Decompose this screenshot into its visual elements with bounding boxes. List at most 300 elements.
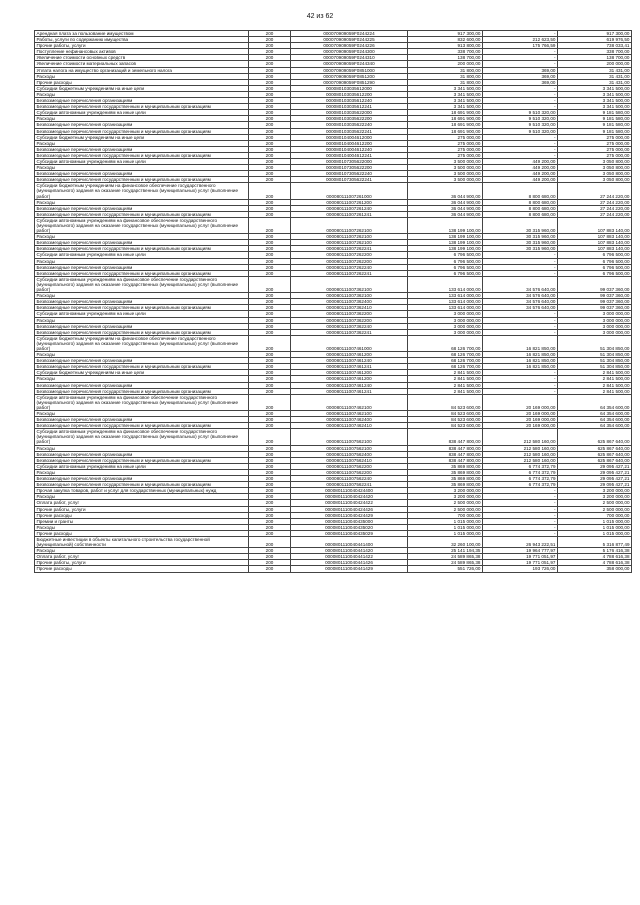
cell-approved: 36 044 900,00 xyxy=(408,211,483,217)
cell-unexecuted: 107 883 140,00 xyxy=(558,246,632,252)
table-row xyxy=(35,177,632,183)
cell-item-name: Безвозмездные перечисления государственным и муниципальным организациям xyxy=(35,211,249,217)
table-row xyxy=(35,246,632,252)
cell-executed: - xyxy=(483,488,558,494)
cell-executed: - xyxy=(483,252,558,258)
cell-approved: 551 726,00 xyxy=(408,566,483,572)
cell-approved: 1 015 000,00 xyxy=(408,530,483,536)
cell-unexecuted: 107 883 140,00 xyxy=(558,240,632,246)
cell-executed: 9 510 320,00 xyxy=(483,128,558,134)
table-row xyxy=(35,305,632,311)
cell-unexecuted: 275 000,00 xyxy=(558,134,632,140)
cell-line-code: 200 xyxy=(249,500,291,506)
table-row xyxy=(35,476,632,482)
cell-unexecuted: 107 883 140,00 xyxy=(558,217,632,233)
cell-line-code: 200 xyxy=(249,246,291,252)
cell-item-name: Субсидии бюджетным учреждениям на иные цели xyxy=(35,134,249,140)
cell-budget-code: 000080111007362100 xyxy=(291,293,408,299)
cell-unexecuted: 99 037 360,00 xyxy=(558,299,632,305)
cell-executed: - xyxy=(483,382,558,388)
cell-line-code: 200 xyxy=(249,37,291,43)
cell-unexecuted: 3 000 000,00 xyxy=(558,317,632,323)
cell-budget-code: 000080111007262240 xyxy=(291,264,408,270)
table-row xyxy=(35,299,632,305)
cell-executed: 8 800 680,00 xyxy=(483,211,558,217)
cell-budget-code: 000070909059F0851290 xyxy=(291,79,408,85)
cell-unexecuted: 3 050 800,00 xyxy=(558,158,632,164)
cell-unexecuted: 275 000,00 xyxy=(558,140,632,146)
cell-executed: - xyxy=(483,152,558,158)
cell-approved: 36 044 900,00 xyxy=(408,183,483,199)
cell-executed: 212 580 160,00 xyxy=(483,429,558,445)
cell-line-code: 200 xyxy=(249,382,291,388)
cell-approved: 1 015 000,00 xyxy=(408,518,483,524)
cell-approved: 18 691 900,00 xyxy=(408,116,483,122)
cell-budget-code: 000080111007362400 xyxy=(291,299,408,305)
cell-unexecuted: 4 788 616,38 xyxy=(558,560,632,566)
cell-item-name: Безвозмездные перечисления организациям xyxy=(35,382,249,388)
table-row xyxy=(35,158,632,164)
table-row xyxy=(35,394,632,410)
cell-unexecuted: 2 841 500,00 xyxy=(558,370,632,376)
cell-budget-code: 000080103035612200 xyxy=(291,91,408,97)
cell-unexecuted: 275 000,00 xyxy=(558,152,632,158)
cell-item-name: Безвозмездные перечисления государственным и муниципальным организациям xyxy=(35,329,249,335)
cell-budget-code: 000080111007262100 xyxy=(291,240,408,246)
cell-item-name: Безвозмездные перечисления организациям xyxy=(35,240,249,246)
cell-unexecuted: 3 200 000,00 xyxy=(558,494,632,500)
cell-budget-code: 000080111007362200 xyxy=(291,317,408,323)
cell-approved: 3 500 000,00 xyxy=(408,171,483,177)
cell-budget-code: 000070909059F0851200 xyxy=(291,73,408,79)
cell-budget-code: 000080111007262200 xyxy=(291,252,408,258)
cell-item-name: Прочие расходы xyxy=(35,512,249,518)
cell-item-name: Субсидии бюджетным учреждениям на финансовое обеспечение государственного (муниципального) задания на оказание государственных (муниципальных) услуг (выполнение работ) xyxy=(35,183,249,199)
cell-executed: 8 800 680,00 xyxy=(483,205,558,211)
cell-budget-code: 000080111007261240 xyxy=(291,205,408,211)
cell-budget-code: 000080111007562241 xyxy=(291,482,408,488)
cell-unexecuted: 51 304 850,00 xyxy=(558,335,632,351)
cell-item-name: Прочие работы, услуги xyxy=(35,560,249,566)
cell-unexecuted: 6 796 500,00 xyxy=(558,270,632,276)
cell-unexecuted: 5 316 877,49 xyxy=(558,536,632,547)
cell-line-code: 200 xyxy=(249,352,291,358)
cell-budget-code: 000070909059F0244224 xyxy=(291,31,408,37)
cell-approved: 3 500 000,00 xyxy=(408,158,483,164)
cell-approved: 2 841 500,00 xyxy=(408,370,483,376)
cell-line-code: 200 xyxy=(249,457,291,463)
cell-item-name: Расходы xyxy=(35,411,249,417)
cell-item-name: Расходы xyxy=(35,352,249,358)
cell-line-code: 200 xyxy=(249,140,291,146)
table-row xyxy=(35,335,632,351)
cell-line-code: 200 xyxy=(249,234,291,240)
cell-line-code: 200 xyxy=(249,299,291,305)
cell-item-name: Субсидии автономным учреждениям на иные цели xyxy=(35,158,249,164)
cell-budget-code: 0000801110040435029 xyxy=(291,530,408,536)
cell-executed: - xyxy=(483,370,558,376)
cell-budget-code: 0000801110040435020 xyxy=(291,524,408,530)
cell-line-code: 200 xyxy=(249,73,291,79)
cell-budget-code: 0000801110040424429 xyxy=(291,512,408,518)
cell-item-name: Безвозмездные перечисления организациям xyxy=(35,323,249,329)
cell-budget-code: 0000801110040441429 xyxy=(291,566,408,572)
cell-unexecuted: 738 033,41 xyxy=(558,43,632,49)
cell-unexecuted: 619 976,50 xyxy=(558,37,632,43)
cell-item-name: Безвозмездные перечисления государственным и муниципальным организациям xyxy=(35,152,249,158)
cell-unexecuted: 29 095 427,21 xyxy=(558,463,632,469)
cell-unexecuted: 99 037 360,00 xyxy=(558,276,632,292)
cell-line-code: 200 xyxy=(249,217,291,233)
cell-unexecuted: 1 015 000,00 xyxy=(558,524,632,530)
cell-item-name: Субсидии бюджетным учреждениям на финансовое обеспечение государственного (муниципального) задания на оказание государственных (муниципальных) услуг (выполнение работ) xyxy=(35,335,249,351)
cell-line-code: 200 xyxy=(249,423,291,429)
cell-line-code: 200 xyxy=(249,311,291,317)
cell-approved: 3 500 000,00 xyxy=(408,165,483,171)
cell-line-code: 200 xyxy=(249,128,291,134)
cell-unexecuted: 9 181 580,00 xyxy=(558,128,632,134)
cell-executed: - xyxy=(483,61,558,67)
cell-unexecuted: 27 244 220,00 xyxy=(558,211,632,217)
cell-budget-code: 000080111007461241 xyxy=(291,388,408,394)
cell-approved: 275 000,00 xyxy=(408,146,483,152)
cell-line-code: 200 xyxy=(249,317,291,323)
cell-executed: 449 200,00 xyxy=(483,171,558,177)
cell-item-name: Расходы xyxy=(35,116,249,122)
cell-budget-code: 000080111007462400 xyxy=(291,417,408,423)
cell-approved: 133 614 000,00 xyxy=(408,299,483,305)
cell-line-code: 200 xyxy=(249,91,291,97)
budget-execution-table xyxy=(34,30,632,573)
cell-approved: 3 341 500,00 xyxy=(408,85,483,91)
cell-approved: 84 523 600,00 xyxy=(408,423,483,429)
cell-unexecuted: 625 867 640,00 xyxy=(558,457,632,463)
cell-unexecuted: 338 700,00 xyxy=(558,49,632,55)
cell-executed: 20 169 000,00 xyxy=(483,423,558,429)
cell-item-name: Безвозмездные перечисления государственным и муниципальным организациям xyxy=(35,270,249,276)
cell-item-name: Безвозмездные перечисления государственным и муниципальным организациям xyxy=(35,388,249,394)
cell-executed: 6 774 372,79 xyxy=(483,482,558,488)
cell-item-name: Безвозмездные перечисления организациям xyxy=(35,98,249,104)
cell-approved: 3 000 000,00 xyxy=(408,311,483,317)
cell-line-code: 200 xyxy=(249,554,291,560)
cell-item-name: Расходы xyxy=(35,234,249,240)
cell-item-name: Субсидии автономным учреждениям на финансовое обеспечение государственного (муниципального) задания на оказание государственных (муниципальных) услуг (выполнение работ) xyxy=(35,429,249,445)
cell-budget-code: 000080111007362241 xyxy=(291,329,408,335)
cell-executed: - xyxy=(483,31,558,37)
cell-item-name: Безвозмездные перечисления организациям xyxy=(35,476,249,482)
cell-unexecuted: 625 867 640,00 xyxy=(558,451,632,457)
cell-item-name: Безвозмездные перечисления организациям xyxy=(35,417,249,423)
cell-approved: 36 044 900,00 xyxy=(408,199,483,205)
cell-executed: 9 510 320,00 xyxy=(483,116,558,122)
cell-executed: - xyxy=(483,85,558,91)
table-row xyxy=(35,457,632,463)
cell-executed: 20 169 000,00 xyxy=(483,411,558,417)
cell-executed: - xyxy=(483,518,558,524)
cell-unexecuted: 29 095 427,21 xyxy=(558,469,632,475)
cell-budget-code: 000080111007262241 xyxy=(291,246,408,252)
cell-unexecuted: 3 000 000,00 xyxy=(558,311,632,317)
cell-line-code: 200 xyxy=(249,79,291,85)
cell-unexecuted: 9 181 580,00 xyxy=(558,122,632,128)
cell-line-code: 200 xyxy=(249,429,291,445)
cell-item-name: Расходы xyxy=(35,140,249,146)
cell-line-code: 200 xyxy=(249,548,291,554)
cell-approved: 24 589 865,38 xyxy=(408,554,483,560)
cell-approved: 3 200 000,00 xyxy=(408,488,483,494)
cell-item-name: Субсидии автономным учреждениям на финансовое обеспечение государственного (муниципального) задания на оказание государственных (муниципальных) услуг (выполнение работ) xyxy=(35,394,249,410)
cell-item-name: Увеличение стоимости материальных запасов xyxy=(35,61,249,67)
cell-item-name: Безвозмездные перечисления организациям xyxy=(35,171,249,177)
cell-executed: 19 771 051,97 xyxy=(483,560,558,566)
cell-item-name: Оплата работ, услуг xyxy=(35,500,249,506)
cell-approved: 275 000,00 xyxy=(408,134,483,140)
table-row xyxy=(35,171,632,177)
cell-line-code: 200 xyxy=(249,165,291,171)
cell-budget-code: 000080111007262200 xyxy=(291,258,408,264)
cell-executed: 30 315 960,00 xyxy=(483,234,558,240)
cell-approved: 2 500 000,00 xyxy=(408,506,483,512)
cell-executed: 20 169 000,00 xyxy=(483,394,558,410)
cell-item-name: Безвозмездные перечисления государственным и муниципальным организациям xyxy=(35,104,249,110)
cell-budget-code: 0000801110040441422 xyxy=(291,554,408,560)
cell-unexecuted: 51 304 850,00 xyxy=(558,352,632,358)
cell-budget-code: 000080111007461241 xyxy=(291,364,408,370)
table-row xyxy=(35,451,632,457)
cell-budget-code: 000080111007262241 xyxy=(291,270,408,276)
cell-line-code: 200 xyxy=(249,183,291,199)
cell-approved: 35 869 800,00 xyxy=(408,476,483,482)
cell-budget-code: 000080111007262100 xyxy=(291,234,408,240)
cell-approved: 700 000,00 xyxy=(408,512,483,518)
cell-approved: 6 796 500,00 xyxy=(408,264,483,270)
cell-budget-code: 000080111007262100 xyxy=(291,217,408,233)
cell-item-name: Премии и гранты xyxy=(35,518,249,524)
table-row xyxy=(35,364,632,370)
cell-line-code: 200 xyxy=(249,388,291,394)
table-row xyxy=(35,429,632,445)
cell-budget-code: 000080107305622240 xyxy=(291,171,408,177)
cell-item-name: Расходы xyxy=(35,199,249,205)
cell-executed: - xyxy=(483,524,558,530)
cell-budget-code: 000080111007261241 xyxy=(291,211,408,217)
cell-budget-code: 000080111007562400 xyxy=(291,451,408,457)
cell-executed: - xyxy=(483,140,558,146)
cell-executed: 16 821 850,00 xyxy=(483,358,558,364)
cell-approved: 18 691 900,00 xyxy=(408,128,483,134)
cell-unexecuted: 3 341 500,00 xyxy=(558,104,632,110)
cell-line-code: 200 xyxy=(249,488,291,494)
cell-line-code: 200 xyxy=(249,177,291,183)
cell-line-code: 200 xyxy=(249,134,291,140)
cell-approved: 138 199 100,00 xyxy=(408,217,483,233)
cell-executed: 34 576 640,00 xyxy=(483,299,558,305)
cell-line-code: 200 xyxy=(249,110,291,116)
cell-approved: 338 700,00 xyxy=(408,49,483,55)
cell-line-code: 200 xyxy=(249,85,291,91)
cell-unexecuted: 3 200 000,00 xyxy=(558,488,632,494)
cell-approved: 2 500 000,00 xyxy=(408,500,483,506)
cell-executed: - xyxy=(483,388,558,394)
cell-approved: 2 841 500,00 xyxy=(408,388,483,394)
cell-executed: 6 774 372,79 xyxy=(483,463,558,469)
cell-unexecuted: 1 015 000,00 xyxy=(558,518,632,524)
cell-approved: 31 800,00 xyxy=(408,73,483,79)
cell-unexecuted: 99 037 360,00 xyxy=(558,305,632,311)
cell-budget-code: 000080111007562410 xyxy=(291,457,408,463)
cell-approved: 31 800,00 xyxy=(408,67,483,73)
cell-item-name: Расходы xyxy=(35,258,249,264)
cell-item-name: Безвозмездные перечисления государственным и муниципальным организациям xyxy=(35,128,249,134)
cell-budget-code: 000080111007562240 xyxy=(291,476,408,482)
cell-approved: 275 000,00 xyxy=(408,140,483,146)
cell-line-code: 200 xyxy=(249,199,291,205)
table-row xyxy=(35,122,632,128)
cell-executed: - xyxy=(483,270,558,276)
cell-executed: 449 200,00 xyxy=(483,158,558,164)
cell-approved: 133 614 000,00 xyxy=(408,293,483,299)
cell-approved: 838 447 800,00 xyxy=(408,445,483,451)
cell-executed: 369,00 xyxy=(483,73,558,79)
cell-budget-code: 000080111007261200 xyxy=(291,199,408,205)
cell-line-code: 200 xyxy=(249,104,291,110)
cell-executed: 193 726,00 xyxy=(483,566,558,572)
cell-unexecuted: 138 700,00 xyxy=(558,55,632,61)
cell-budget-code: 000080111007261000 xyxy=(291,183,408,199)
cell-unexecuted: 64 354 600,00 xyxy=(558,411,632,417)
cell-approved: 138 199 100,00 xyxy=(408,240,483,246)
cell-line-code: 200 xyxy=(249,122,291,128)
cell-line-code: 200 xyxy=(249,451,291,457)
cell-item-name: Прочие работы, услуги xyxy=(35,506,249,512)
cell-unexecuted: 625 867 640,00 xyxy=(558,429,632,445)
cell-approved: 832 600,00 xyxy=(408,37,483,43)
cell-executed: 212 580 160,00 xyxy=(483,451,558,457)
cell-executed: 16 821 850,00 xyxy=(483,352,558,358)
cell-unexecuted: 31 431,00 xyxy=(558,79,632,85)
cell-item-name: Расходы xyxy=(35,469,249,475)
cell-item-name: Безвозмездные перечисления государственным и муниципальным организациям xyxy=(35,305,249,311)
cell-line-code: 200 xyxy=(249,293,291,299)
cell-executed: - xyxy=(483,258,558,264)
cell-budget-code: 000080111007461240 xyxy=(291,358,408,364)
cell-budget-code: 000080111007562100 xyxy=(291,429,408,445)
cell-unexecuted: 3 050 800,00 xyxy=(558,177,632,183)
cell-item-name: Безвозмездные перечисления организациям xyxy=(35,299,249,305)
cell-executed: 30 315 960,00 xyxy=(483,240,558,246)
cell-line-code: 200 xyxy=(249,323,291,329)
cell-budget-code: 0000801110040424422 xyxy=(291,500,408,506)
cell-item-name: Расходы xyxy=(35,73,249,79)
cell-unexecuted: 27 244 220,00 xyxy=(558,205,632,211)
cell-approved: 138 700,00 xyxy=(408,55,483,61)
cell-approved: 84 523 600,00 xyxy=(408,394,483,410)
cell-item-name: Безвозмездные перечисления государственным и муниципальным организациям xyxy=(35,423,249,429)
cell-line-code: 200 xyxy=(249,258,291,264)
cell-unexecuted: 3 050 800,00 xyxy=(558,171,632,177)
table-row xyxy=(35,211,632,217)
cell-item-name: Безвозмездные перечисления организациям xyxy=(35,451,249,457)
cell-budget-code: 000080111007362410 xyxy=(291,305,408,311)
table-row xyxy=(35,536,632,547)
cell-executed: 212 580 160,00 xyxy=(483,457,558,463)
cell-line-code: 200 xyxy=(249,158,291,164)
cell-line-code: 200 xyxy=(249,482,291,488)
cell-unexecuted: 51 304 850,00 xyxy=(558,364,632,370)
cell-item-name: Расходы xyxy=(35,445,249,451)
cell-item-name: Субсидии автономным учреждениям на иные цели xyxy=(35,110,249,116)
cell-approved: 838 447 800,00 xyxy=(408,451,483,457)
cell-budget-code: 000080111007362200 xyxy=(291,311,408,317)
cell-unexecuted: 4 788 616,38 xyxy=(558,554,632,560)
cell-line-code: 200 xyxy=(249,276,291,292)
cell-line-code: 200 xyxy=(249,394,291,410)
cell-unexecuted: 700 000,00 xyxy=(558,512,632,518)
cell-executed: 34 576 640,00 xyxy=(483,276,558,292)
cell-budget-code: 000080103035622241 xyxy=(291,128,408,134)
cell-unexecuted: 2 841 500,00 xyxy=(558,376,632,382)
table-body xyxy=(35,31,632,573)
cell-executed: - xyxy=(483,134,558,140)
cell-line-code: 200 xyxy=(249,335,291,351)
cell-item-name: Прочая закупка товаров, работ и услуг для государственных (муниципальных) нужд xyxy=(35,488,249,494)
cell-executed: 30 315 960,00 xyxy=(483,217,558,233)
cell-executed: 30 315 960,00 xyxy=(483,246,558,252)
cell-item-name: Субсидии бюджетным учреждениям на иные цели xyxy=(35,85,249,91)
cell-approved: 35 869 800,00 xyxy=(408,463,483,469)
cell-executed: - xyxy=(483,91,558,97)
cell-executed: - xyxy=(483,494,558,500)
cell-executed: - xyxy=(483,264,558,270)
cell-approved: 32 260 100,00 xyxy=(408,536,483,547)
cell-item-name: Прочие расходы xyxy=(35,79,249,85)
cell-item-name: Расходы xyxy=(35,494,249,500)
cell-budget-code: 000070909059F0244225 xyxy=(291,37,408,43)
cell-line-code: 200 xyxy=(249,61,291,67)
cell-budget-code: 0000801110040424426 xyxy=(291,506,408,512)
cell-unexecuted: 5 176 416,38 xyxy=(558,548,632,554)
cell-line-code: 200 xyxy=(249,445,291,451)
cell-budget-code: 000080107305622200 xyxy=(291,165,408,171)
cell-budget-code: 0000801110040441426 xyxy=(291,560,408,566)
cell-unexecuted: 2 500 000,00 xyxy=(558,506,632,512)
cell-line-code: 200 xyxy=(249,370,291,376)
cell-item-name: Расходы xyxy=(35,91,249,97)
cell-line-code: 200 xyxy=(249,364,291,370)
cell-approved: 838 447 800,00 xyxy=(408,457,483,463)
cell-line-code: 200 xyxy=(249,494,291,500)
cell-item-name: Прочие расходы xyxy=(35,530,249,536)
cell-item-name: Поступление нефинансовых активов xyxy=(35,49,249,55)
cell-executed: 212 623,50 xyxy=(483,37,558,43)
cell-executed: 16 821 850,00 xyxy=(483,364,558,370)
cell-budget-code: 000080111007461200 xyxy=(291,352,408,358)
cell-unexecuted: 31 431,00 xyxy=(558,67,632,73)
cell-item-name: Субсидии автономным учреждениям на финансовое обеспечение государственного (муниципального) задания на оказание государственных (муниципальных) услуг (выполнение работ) xyxy=(35,276,249,292)
cell-unexecuted: 1 015 000,00 xyxy=(558,530,632,536)
cell-budget-code: 000080111007461200 xyxy=(291,370,408,376)
cell-executed: - xyxy=(483,98,558,104)
cell-executed: 9 510 320,00 xyxy=(483,122,558,128)
cell-budget-code: 000080111007462410 xyxy=(291,423,408,429)
cell-unexecuted: 3 341 500,00 xyxy=(558,91,632,97)
cell-unexecuted: 2 841 500,00 xyxy=(558,388,632,394)
cell-unexecuted: 200 000,00 xyxy=(558,61,632,67)
cell-unexecuted: 358 000,00 xyxy=(558,566,632,572)
cell-unexecuted: 99 037 360,00 xyxy=(558,293,632,299)
cell-approved: 138 199 100,00 xyxy=(408,234,483,240)
